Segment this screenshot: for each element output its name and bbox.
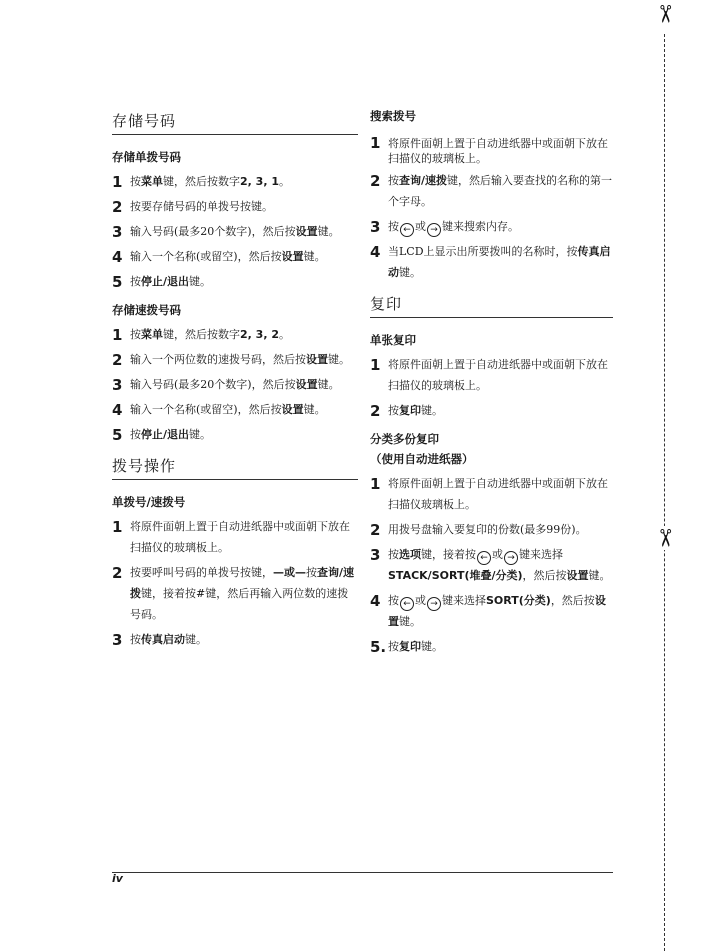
step-number: 3 [112, 376, 123, 394]
step-item [112, 401, 358, 420]
section-title-dialing: 拨号操作 [112, 455, 358, 480]
sort-copy-steps [370, 475, 613, 657]
right-column [370, 108, 613, 667]
step-item [112, 518, 358, 558]
scissors-icon: ✂ [651, 3, 679, 25]
step-item [112, 198, 358, 217]
subsection-subtitle-sort-copy: （使用自动进纸器） [370, 452, 474, 466]
step-number: 4 [112, 401, 123, 419]
step-item [370, 475, 613, 515]
subsection-title-single-store: 存储单拨号码 [112, 150, 181, 164]
step-number: 3 [112, 631, 123, 649]
step-item [112, 248, 358, 267]
step-item [370, 402, 613, 421]
subsection-title-speed-store: 存储速拨号码 [112, 303, 181, 317]
step-item [370, 356, 613, 396]
page-number: iv [112, 872, 123, 885]
step-number: 5 [112, 273, 123, 291]
step-text: 当LCD上显示出所要拨叫的名称时，按传真启动键。 [388, 245, 611, 279]
step-number: 1 [112, 326, 123, 344]
step-item [112, 173, 358, 192]
step-number: 2 [112, 198, 123, 216]
single-copy-steps [370, 356, 613, 421]
step-text: 按传真启动键。 [130, 633, 207, 646]
step-number: 3 [370, 546, 381, 564]
subsection-title-single-copy: 单张复印 [370, 333, 416, 347]
step-item [112, 273, 358, 292]
step-text: 按菜单键，然后按数字2, 3, 1。 [130, 175, 290, 188]
left-arrow-key-icon: ← [400, 597, 414, 611]
step-number: 2 [370, 402, 381, 420]
step-item [112, 376, 358, 395]
step-text: 按要呼叫号码的单拨号按键，—或—按查询/速拨键，接着按#键，然后再输入两位数的速拨号码。 [130, 566, 355, 621]
step-number: 2 [370, 172, 381, 190]
footer-rule [112, 872, 613, 873]
step-text: 按 ← 或 → 键来搜索内存。 [388, 220, 519, 235]
step-text: 按 ← 或 → 键来选择SORT(分类)，然后按设置键。 [388, 594, 606, 628]
step-number: 1 [370, 134, 381, 152]
step-item [112, 564, 358, 625]
step-item [370, 218, 613, 237]
step-number: 3 [370, 218, 381, 236]
right-arrow-key-icon: → [504, 551, 518, 565]
step-item [370, 638, 613, 657]
step-item [112, 351, 358, 370]
step-item [370, 243, 613, 283]
step-item [370, 592, 613, 632]
step-item [112, 426, 358, 445]
single-store-steps [112, 173, 358, 292]
section-title-copy: 复印 [370, 293, 613, 318]
step-number: 4 [370, 243, 381, 261]
step-text: 按复印键。 [388, 640, 443, 653]
right-arrow-key-icon: → [427, 597, 441, 611]
step-text: 将原件面朝上置于自动进纸器中或面朝下放在扫描仪的玻璃板上。 [130, 520, 350, 554]
step-text: 按查询/速拨键，然后输入要查找的名称的第一个字母。 [388, 174, 613, 208]
scissors-icon: ✂ [651, 527, 679, 549]
step-text: 按停止/退出键。 [130, 428, 212, 441]
step-number: 2 [370, 521, 381, 539]
step-text: 按选项键，接着按 ← 或 → 键来选择 STACK/SORT(堆叠/分类)，然后按设置键。 [388, 548, 611, 582]
step-number: 1 [112, 173, 123, 191]
step-text: 按复印键。 [388, 404, 443, 417]
subsection-title-sort-copy: 分类多份复印 [370, 432, 439, 446]
step-text: 按菜单键，然后按数字2, 3, 2。 [130, 328, 290, 341]
step-item [370, 521, 613, 540]
left-column [112, 110, 358, 660]
step-item [370, 172, 613, 212]
step-number: 4 [112, 248, 123, 266]
search-steps [370, 134, 613, 283]
section-title-storage: 存储号码 [112, 110, 358, 135]
step-number: 2 [112, 564, 123, 582]
subsection-title-search: 搜索拨号 [370, 109, 416, 123]
speed-store-steps [112, 326, 358, 445]
step-number: 3 [112, 223, 123, 241]
step-number: 1 [370, 356, 381, 374]
step-number: 5 [112, 426, 123, 444]
step-text: 将原件面朝上置于自动进纸器中或面朝下放在扫描仪的玻璃板上。 [388, 358, 608, 392]
step-item [112, 223, 358, 242]
step-text: 输入号码(最多20个数字)，然后按设置键。 [130, 378, 340, 391]
dial-steps [112, 518, 358, 650]
step-text: 按要存储号码的单拨号按键。 [130, 200, 273, 213]
step-text: 输入一个名称(或留空)，然后按设置键。 [130, 403, 326, 416]
step-text: 用拨号盘输入要复印的份数(最多99份)。 [388, 523, 587, 536]
subsection-title-dial: 单拨号/速拨号 [112, 495, 186, 509]
step-item [112, 631, 358, 650]
right-arrow-key-icon: → [427, 223, 441, 237]
step-item [370, 546, 613, 586]
step-text: 将原件面朝上置于自动进纸器中或面朝下放在扫描仪的玻璃板上。 [388, 137, 608, 165]
cut-line [664, 34, 665, 951]
step-text: 将原件面朝上置于自动进纸器中或面朝下放在扫描仪玻璃板上。 [388, 477, 608, 511]
step-number: 4 [370, 592, 381, 610]
step-number: 5. [370, 638, 387, 656]
step-number: 1 [112, 518, 123, 536]
step-text: 按停止/退出键。 [130, 275, 212, 288]
left-arrow-key-icon: ← [400, 223, 414, 237]
step-text: 输入一个两位数的速拨号码，然后按设置键。 [130, 353, 350, 366]
step-text: 输入号码(最多20个数字)，然后按设置键。 [130, 225, 340, 238]
step-item [370, 134, 613, 166]
step-number: 1 [370, 475, 381, 493]
step-text: 输入一个名称(或留空)，然后按设置键。 [130, 250, 326, 263]
left-arrow-key-icon: ← [477, 551, 491, 565]
step-number: 2 [112, 351, 123, 369]
step-item [112, 326, 358, 345]
